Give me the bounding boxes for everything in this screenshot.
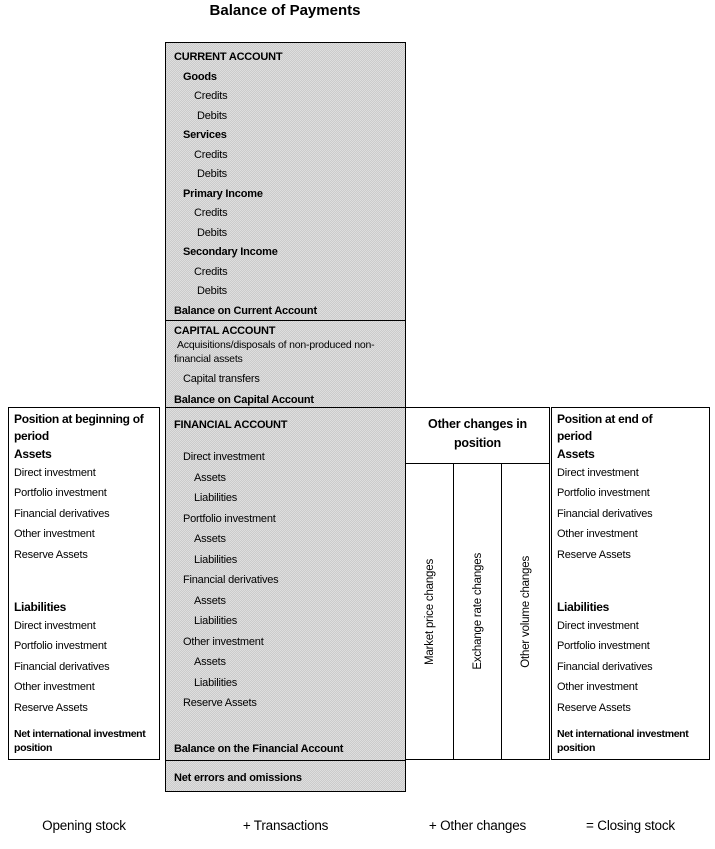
group-item-assets: Assets [194, 533, 226, 545]
asset-item: Portfolio investment [557, 487, 650, 500]
asset-item: Direct investment [557, 467, 639, 479]
net-errors-section [166, 761, 405, 791]
group-label-other-investment: Other investment [183, 635, 264, 648]
asset-item: Financial derivatives [557, 507, 653, 520]
group-item-debits: Debits [197, 168, 227, 180]
liabilities-label: Liabilities [557, 600, 610, 615]
current-account-section [166, 43, 405, 321]
liability-item: Portfolio investment [14, 640, 107, 653]
column-label: Exchange rate changes [471, 553, 484, 670]
group-label-portfolio-investment: Portfolio investment [183, 512, 276, 525]
group-item-credits: Credits [194, 148, 228, 161]
financial-account-header: FINANCIAL ACCOUNT [174, 419, 288, 431]
position-beginning-box [8, 407, 160, 760]
asset-item: Other investment [557, 528, 638, 541]
asset-item: Portfolio investment [14, 487, 107, 500]
liability-item: Other investment [557, 681, 638, 694]
equation-opening-stock: Opening stock [42, 818, 126, 833]
group-item-credits: Credits [194, 265, 228, 278]
position-end-box [551, 407, 710, 760]
balance-on-financial-account: Balance on the Financial Account [174, 742, 344, 755]
column-exchange-rate-changes [453, 463, 502, 760]
group-item-liabilities: Liabilities [194, 615, 238, 627]
group-label-primary-income: Primary Income [183, 187, 263, 200]
balance-on-current-account: Balance on Current Account [174, 304, 317, 317]
group-label-reserve-assets: Reserve Assets [183, 697, 257, 709]
position-end-title: Position at end of period [557, 412, 653, 443]
liabilities-label: Liabilities [14, 600, 67, 615]
asset-item: Other investment [14, 528, 95, 541]
assets-label: Assets [14, 447, 52, 461]
capital-account-header: CAPITAL ACCOUNT [174, 325, 276, 337]
liability-item: Reserve Assets [557, 701, 631, 714]
column-other-volume-changes [501, 463, 550, 760]
group-item-liabilities: Liabilities [194, 553, 238, 566]
asset-item: Reserve Assets [14, 548, 88, 561]
capital-account-section [166, 321, 405, 408]
other-changes-columns [405, 463, 550, 760]
liability-item: Other investment [14, 681, 95, 694]
group-item-debits: Debits [197, 109, 227, 122]
liability-item: Financial derivatives [14, 660, 110, 673]
spacer [552, 565, 709, 598]
group-label-direct-investment: Direct investment [183, 451, 265, 463]
liability-item: Direct investment [557, 620, 639, 633]
net-international-investment-position: Net international investment position [557, 728, 689, 754]
group-label-goods: Goods [183, 70, 217, 83]
group-item-assets: Assets [194, 656, 226, 668]
column-label: Market price changes [423, 558, 436, 665]
equation-transactions: + Transactions [242, 818, 329, 833]
current-account-header: CURRENT ACCOUNT [174, 51, 283, 63]
liability-item: Financial derivatives [557, 660, 653, 673]
group-item-debits: Debits [197, 226, 227, 239]
equation-other-changes: + Other changes [428, 818, 527, 833]
group-label-financial-derivatives: Financial derivatives [183, 574, 279, 586]
column-label: Other volume changes [519, 555, 532, 668]
balance-on-capital-account: Balance on Capital Account [174, 394, 314, 406]
group-item-assets: Assets [194, 594, 226, 607]
group-item-credits: Credits [194, 90, 228, 102]
group-item-assets: Assets [194, 471, 226, 484]
asset-item: Direct investment [14, 467, 96, 479]
page-title: Balance of Payments [209, 2, 361, 19]
capital-account-item-acquisitions: Acquisitions/disposals of non-produced non-financial assets [174, 339, 375, 365]
group-item-credits: Credits [194, 207, 228, 219]
equation-closing-stock: = Closing stock [586, 818, 675, 833]
liability-item: Portfolio investment [557, 640, 650, 653]
liability-item: Direct investment [14, 620, 96, 633]
asset-item: Reserve Assets [557, 548, 631, 561]
liability-item: Reserve Assets [14, 701, 88, 714]
spacer [9, 565, 159, 598]
net-errors-and-omissions: Net errors and omissions [174, 772, 302, 784]
net-international-investment-position: Net international investment position [14, 728, 146, 754]
financial-account-section [166, 408, 405, 761]
position-beginning-title: Position at beginning of period [14, 412, 144, 443]
asset-item: Financial derivatives [14, 507, 110, 520]
other-changes-header: Other changes in position [405, 407, 550, 464]
group-label-secondary-income: Secondary Income [183, 246, 278, 258]
group-item-debits: Debits [197, 285, 227, 297]
group-item-liabilities: Liabilities [194, 492, 238, 504]
group-label-services: Services [183, 129, 227, 141]
transactions-flow-box [165, 42, 406, 792]
capital-account-item-transfers: Capital transfers [183, 373, 260, 385]
column-market-price-changes [405, 463, 454, 760]
assets-label: Assets [557, 447, 595, 461]
group-item-liabilities: Liabilities [194, 676, 238, 689]
